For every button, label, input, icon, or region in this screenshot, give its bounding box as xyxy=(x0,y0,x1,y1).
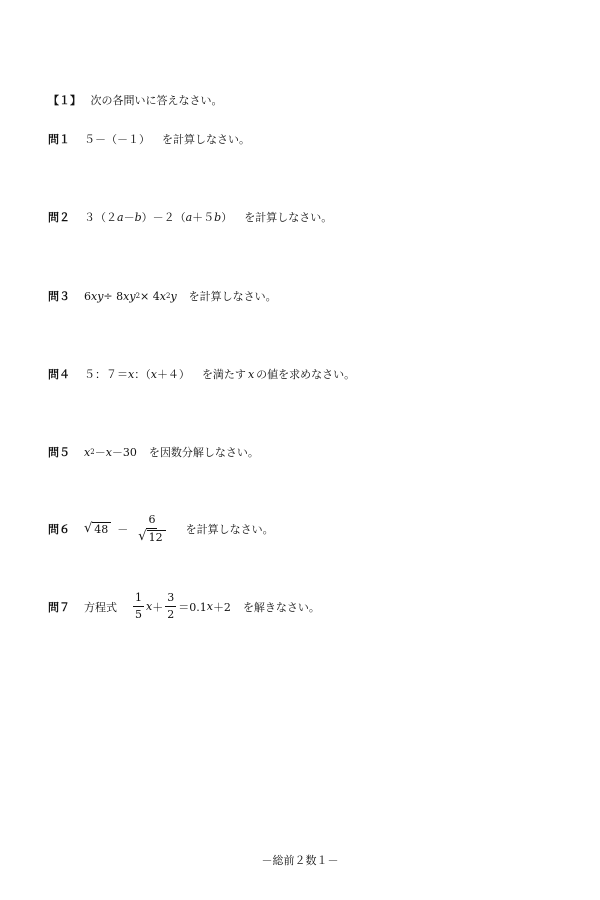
expr-part: ＋2 xyxy=(212,600,231,614)
expr-part: － xyxy=(123,211,135,224)
question-instruction: を計算しなさい。 xyxy=(162,133,250,146)
expr-var: x xyxy=(150,367,157,381)
instruction-text: を満たす xyxy=(201,368,246,381)
expr-part: × 4 xyxy=(140,289,160,303)
expr-var: a xyxy=(185,210,193,224)
expr-var: x xyxy=(84,445,91,459)
question-expression xyxy=(84,209,232,225)
fraction-numerator: 3 xyxy=(165,591,176,607)
expr-part: ）－２（ xyxy=(141,211,186,224)
question-expression xyxy=(84,513,170,544)
fraction xyxy=(136,513,167,544)
question-instruction: を因数分解しなさい。 xyxy=(148,446,259,459)
expr-part: ） xyxy=(221,211,233,224)
fraction xyxy=(133,591,144,622)
question-label: 問３ xyxy=(48,290,70,303)
sqrt-expression xyxy=(84,522,111,536)
fraction-denominator: 5 xyxy=(135,608,142,621)
expr-var: b xyxy=(214,210,222,224)
radical-sign: √ xyxy=(84,520,93,536)
expr-var: xy xyxy=(91,289,104,303)
operator: － xyxy=(117,522,129,536)
page-footer: －総前２数１－ xyxy=(261,854,339,867)
expr-var: y xyxy=(170,289,177,303)
expr-part: ３（２ xyxy=(84,211,117,224)
equation-prefix: 方程式 xyxy=(84,600,117,614)
section-header xyxy=(48,92,223,108)
fraction xyxy=(165,591,176,622)
fraction-numerator: 6 xyxy=(146,513,157,529)
expr-part: ：（ xyxy=(134,368,151,381)
expr-part: － xyxy=(94,446,106,459)
expr-var: x xyxy=(128,367,135,381)
question-instruction: を計算しなさい。 xyxy=(244,211,333,224)
section-number: 【１】 xyxy=(48,94,81,107)
radical-sign: √ xyxy=(138,529,147,544)
fraction-denominator xyxy=(136,529,167,544)
instruction-text: の値を求めなさい。 xyxy=(256,368,356,381)
fraction-denominator: 2 xyxy=(167,608,175,621)
question-instruction xyxy=(202,366,355,382)
expr-part: ＋４） xyxy=(156,368,190,381)
operator: ＋ xyxy=(152,600,164,614)
question-2 xyxy=(48,209,332,225)
expr-part: －30 xyxy=(111,446,137,459)
question-3 xyxy=(48,288,277,304)
question-expression: ５－（－１） xyxy=(84,133,150,146)
question-label: 問７ xyxy=(48,600,70,614)
sqrt-expression xyxy=(138,530,165,544)
question-instruction: を計算しなさい。 xyxy=(188,290,277,303)
expr-part: ５：７＝ xyxy=(84,368,128,381)
expr-part: 6 xyxy=(84,289,91,303)
question-expression: 6 xy ÷ 8 xy 2 × 4 x 2 y xyxy=(84,289,177,303)
expr-var: x xyxy=(159,289,166,303)
expr-var: a xyxy=(117,210,124,224)
expr-var: xy xyxy=(123,289,136,303)
question-label: 問５ xyxy=(48,446,70,459)
expr-var: x xyxy=(105,445,112,459)
expr-part: ＋５ xyxy=(192,211,215,224)
question-instruction: を解きなさい。 xyxy=(242,600,320,614)
fraction-numerator: 1 xyxy=(133,591,144,607)
question-1 xyxy=(48,131,250,147)
question-7 xyxy=(48,591,320,622)
question-4 xyxy=(48,366,355,382)
question-expression xyxy=(84,591,231,622)
radicand: 12 xyxy=(147,530,166,544)
question-expression: x 2 － x －30 xyxy=(84,445,137,459)
expr-var: x xyxy=(146,600,153,613)
question-instruction: を計算しなさい。 xyxy=(185,522,274,536)
expr-part: ÷ 8 xyxy=(103,289,124,303)
expr-var: b xyxy=(134,210,142,224)
question-label: 問４ xyxy=(48,368,70,381)
question-expression xyxy=(84,366,190,382)
expr-var: x xyxy=(206,600,213,613)
question-6 xyxy=(48,513,274,544)
question-label: 問１ xyxy=(48,133,70,146)
section-instruction: 次の各問いに答えなさい。 xyxy=(90,94,223,107)
radicand: 48 xyxy=(92,522,111,536)
instruction-var: x xyxy=(247,368,255,381)
question-label: 問６ xyxy=(48,522,70,536)
question-label: 問２ xyxy=(48,211,70,224)
question-5 xyxy=(48,444,259,460)
expr-part: ＝0.1 xyxy=(178,600,207,614)
